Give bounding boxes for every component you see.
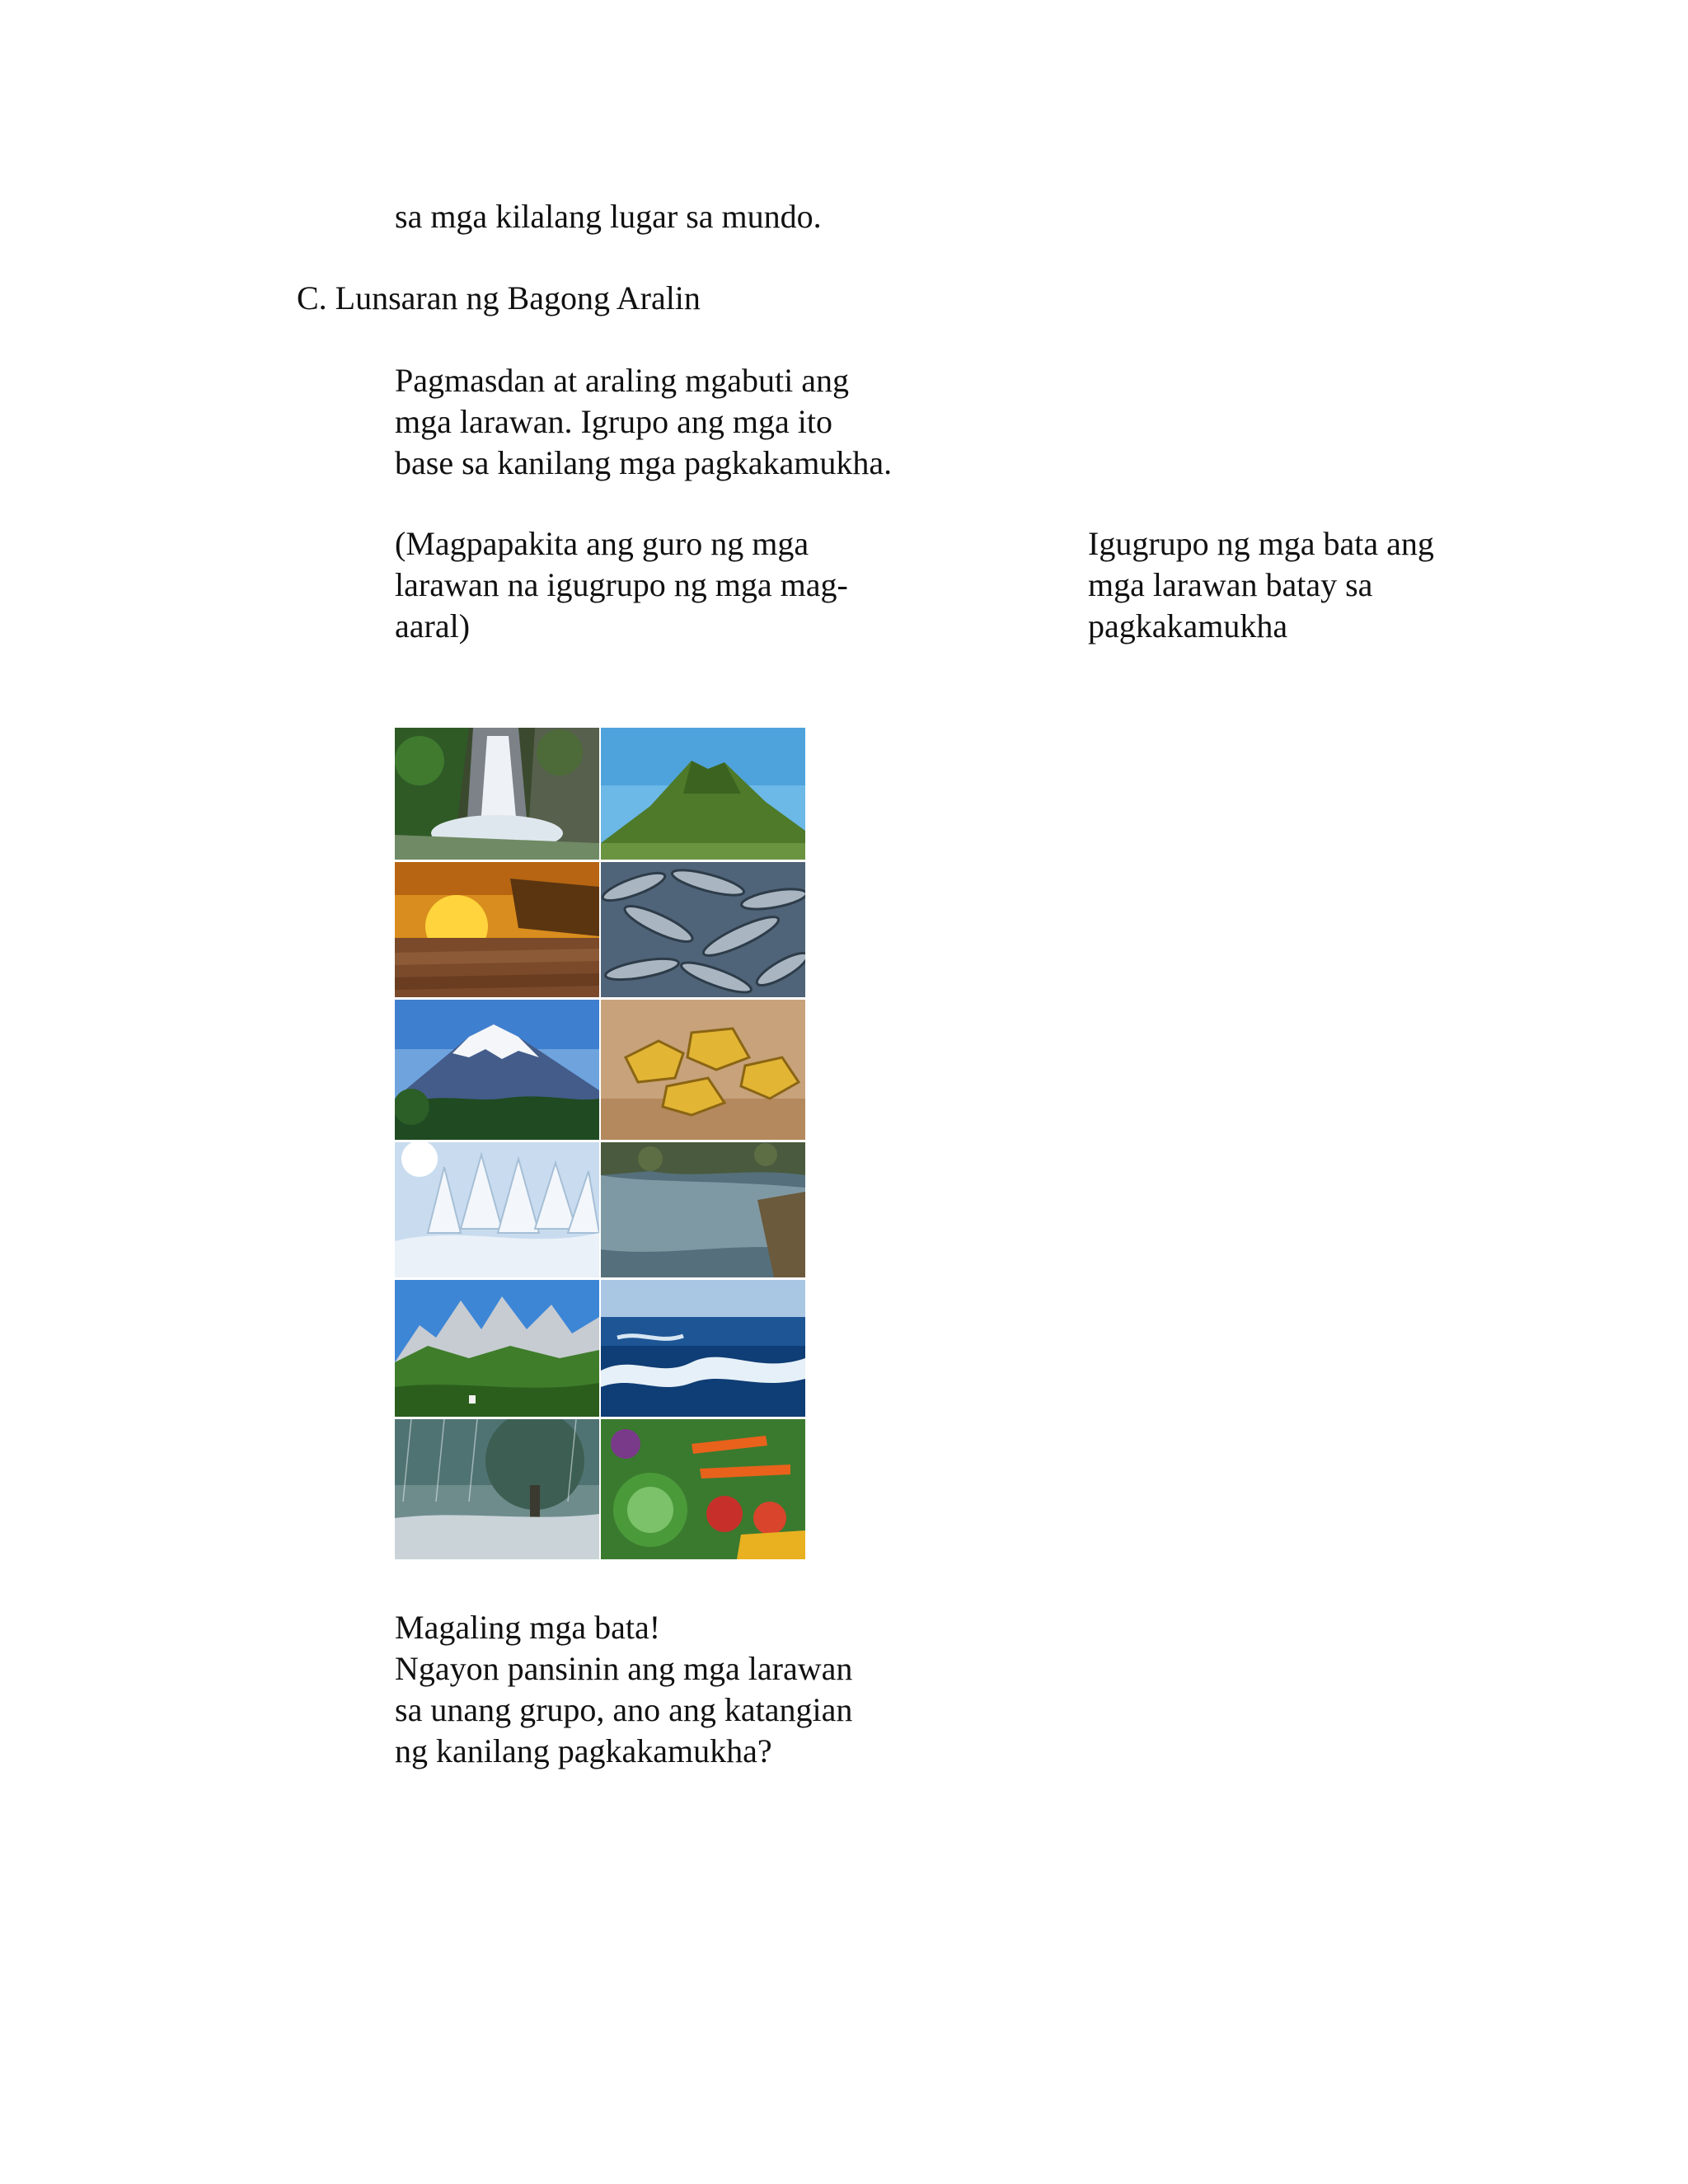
question-line: Ngayon pansinin ang mga larawan (395, 1650, 853, 1687)
instruction-paragraph (395, 360, 892, 484)
learner-activity-line: mga larawan batay sa (1088, 566, 1373, 603)
praise-line: Magaling mga bata! (395, 1609, 661, 1646)
teacher-note-line: larawan na igugrupo ng mga mag- (395, 566, 848, 603)
alpine-mountains-photo (395, 1280, 599, 1417)
teacher-note-line: aaral) (395, 607, 471, 644)
learner-activity-line: Igugrupo ng mga bata ang (1088, 525, 1434, 562)
question-line: ng kanilang pagkakamukha? (395, 1732, 772, 1769)
ocean-waves-photo (601, 1280, 805, 1417)
flooded-river-photo (601, 1142, 805, 1277)
dried-fish-photo (601, 862, 805, 997)
teacher-note (395, 523, 848, 647)
instruction-line: Pagmasdan at araling mgabuti ang (395, 362, 849, 399)
instruction-line: mga larawan. Igrupo ang mga ito (395, 403, 832, 440)
green-hill-photo (601, 728, 805, 860)
learner-activity-line: pagkakamukha (1088, 607, 1288, 644)
gold-nuggets-photo (601, 1000, 805, 1140)
sunset-dry-land-photo (395, 862, 599, 997)
picture-collage (395, 728, 807, 1566)
snowcapped-mountain-photo (395, 1000, 599, 1140)
vegetables-photo (601, 1419, 805, 1559)
section-heading: C. Lunsaran ng Bagong Aralin (297, 279, 701, 316)
teacher-note-line: (Magpapakita ang guro ng mga (395, 525, 809, 562)
question-line: sa unang grupo, ano ang katangian (395, 1691, 853, 1728)
praise-paragraph (395, 1607, 852, 1772)
rainy-tree-photo (395, 1419, 599, 1559)
snowy-forest-photo (395, 1142, 599, 1277)
continuation-text: sa mga kilalang lugar sa mundo. (395, 198, 822, 235)
learner-activity (1088, 523, 1434, 647)
instruction-line: base sa kanilang mga pagkakamukha. (395, 444, 893, 481)
waterfall-photo (395, 728, 599, 860)
